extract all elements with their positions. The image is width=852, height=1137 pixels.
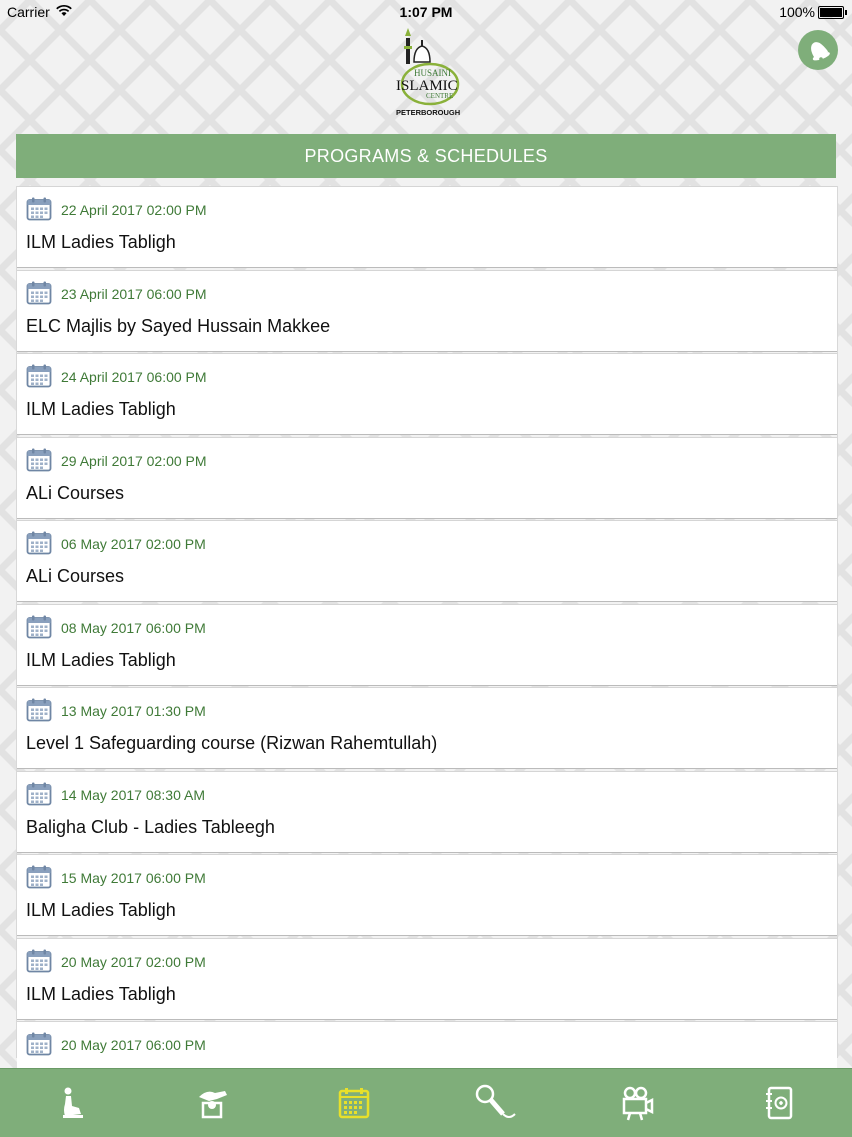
- battery-percentage: 100%: [779, 4, 815, 20]
- event-list-item[interactable]: [17, 186, 837, 268]
- calendar-icon: [26, 865, 52, 889]
- calendar-icon: [26, 1032, 52, 1056]
- event-date: 29 April 2017 02:00 PM: [61, 452, 207, 469]
- event-date: 23 April 2017 06:00 PM: [61, 285, 207, 302]
- event-title: ILM Ladies Tabligh: [26, 649, 176, 670]
- video-camera-icon: [618, 1084, 656, 1122]
- event-list-item[interactable]: [17, 687, 837, 769]
- calendar-icon: [336, 1085, 372, 1121]
- event-date: 20 May 2017 06:00 PM: [61, 1037, 206, 1053]
- calendar-icon: [26, 782, 52, 806]
- event-list-item[interactable]: [17, 771, 837, 853]
- event-list-item[interactable]: [17, 353, 837, 435]
- tab-contacts[interactable]: [759, 1083, 799, 1123]
- logo-text-peterborough: PETERBOROUGH: [396, 108, 461, 117]
- calendar-icon: [26, 531, 52, 555]
- husaini-islamic-centre-logo: [392, 26, 462, 118]
- donate-icon: [195, 1085, 231, 1121]
- contacts-book-icon: [761, 1085, 797, 1121]
- event-title: ILM Ladies Tabligh: [26, 983, 176, 1004]
- event-list-item[interactable]: [17, 437, 837, 519]
- event-date: 22 April 2017 02:00 PM: [61, 202, 207, 218]
- tab-donate[interactable]: [193, 1083, 233, 1123]
- event-title: Level 1 Safeguarding course (Rizwan Rahemtullah): [26, 733, 438, 753]
- event-date: 14 May 2017 08:30 AM: [61, 786, 205, 803]
- calendar-icon: [26, 448, 52, 472]
- event-date: 13 May 2017 01:30 PM: [61, 703, 206, 719]
- event-title: ALi Courses: [26, 566, 125, 586]
- carrier-label: Carrier: [7, 4, 50, 20]
- logo-text-centre: CENTRE: [426, 92, 454, 100]
- status-bar: [0, 0, 852, 24]
- event-title: ALi Courses: [26, 482, 125, 503]
- event-title: ILM Ladies Tabligh: [26, 399, 176, 419]
- event-title: ILM Ladies Tabligh: [26, 232, 176, 252]
- tab-prayer[interactable]: [52, 1083, 92, 1123]
- battery-icon: [818, 6, 844, 19]
- calendar-icon: [26, 364, 52, 388]
- event-title: ILM Ladies Tabligh: [26, 900, 176, 920]
- event-list-item[interactable]: [17, 520, 837, 602]
- event-list-item[interactable]: [17, 270, 837, 352]
- bell-icon: [805, 37, 831, 63]
- calendar-icon: [26, 698, 52, 722]
- logo-text-husaini: HUSAINI: [414, 68, 451, 78]
- prayer-icon: [55, 1086, 89, 1120]
- tab-bar: [0, 1068, 852, 1137]
- calendar-icon: [26, 615, 52, 639]
- clock: 1:07 PM: [399, 4, 453, 20]
- calendar-icon: [26, 281, 52, 305]
- notifications-button[interactable]: [798, 30, 838, 70]
- event-list-item[interactable]: [17, 938, 837, 1020]
- event-list-item[interactable]: [17, 854, 837, 936]
- calendar-icon: [26, 949, 52, 973]
- event-title: ELC Majlis by Sayed Hussain Makkee: [26, 315, 331, 336]
- event-date: 15 May 2017 06:00 PM: [61, 870, 206, 886]
- event-date: 08 May 2017 06:00 PM: [61, 619, 206, 636]
- events-list[interactable]: [16, 186, 838, 1058]
- logo-text-islamic: ISLAMIC: [396, 78, 458, 94]
- tab-videos[interactable]: [617, 1083, 657, 1123]
- microphone-icon: [475, 1084, 517, 1122]
- event-date: 20 May 2017 02:00 PM: [61, 953, 206, 970]
- event-title: Baligha Club - Ladies Tableegh: [26, 816, 275, 837]
- event-date: 24 April 2017 06:00 PM: [61, 369, 207, 385]
- calendar-icon: [26, 197, 52, 221]
- tab-lectures[interactable]: [476, 1083, 516, 1123]
- tab-schedule[interactable]: [334, 1083, 374, 1123]
- page-title: PROGRAMS & SCHEDULES: [16, 134, 836, 178]
- event-date: 06 May 2017 02:00 PM: [61, 536, 206, 552]
- event-list-item[interactable]: [17, 604, 837, 686]
